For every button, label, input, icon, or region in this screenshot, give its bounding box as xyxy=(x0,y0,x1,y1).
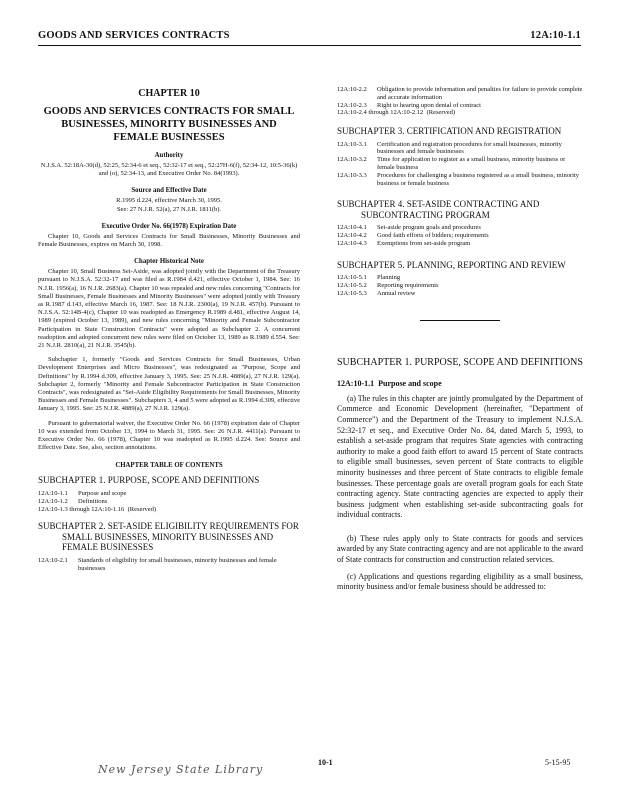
paragraph-a: (a) The rules in this chapter are jointly promulgated by the Department of Commerce and Economic Development (hereinafter, "Department of Commerce") and the Department of the Treasury to implement N.J.S.A. 52:32-17 et seq., and Executive Order No. 84, dated March 5, 1993, to establish a set-aside program that requires State agencies with contracting authority to make a good faith effort to award 15 percent of State contracts to eligible small businesses, seven percent of State contracts to eligible minority businesses and three percent of State contracts to eligible female businesses. These percentage goals are overall program goals for each State contracting agency. State contracting agencies are expected to apply their business judgment when establishing set-aside subcontracting goals for individual contracts. xyxy=(337,393,583,520)
library-stamp: New Jersey State Library xyxy=(98,763,264,776)
subchapter-1-heading: SUBCHAPTER 1. PURPOSE, SCOPE AND DEFINITIONS xyxy=(337,356,583,368)
source-heading: Source and Effective Date xyxy=(131,187,207,195)
section-title: Purpose and scope xyxy=(378,378,442,388)
toc-item: 12A:10-1.2 Definitions xyxy=(38,497,108,505)
section-heading xyxy=(337,379,583,388)
toc-item: 12A:10-2.3 Right to hearing upon denial of contract xyxy=(337,101,481,109)
toc-item: 12A:10-3.2 Time for application to register as a small business, minority business or female business xyxy=(337,156,566,172)
toc-item: 12A:10-5.2 Reporting requirements xyxy=(337,282,439,290)
toc-item: 12A:10-3.3 Procedures for challenging a business registered as a small business, minority business or female business xyxy=(337,171,579,187)
paragraph-b: (b) These rules apply only to State contracts for goods and services awarded by any State contracting agency and are not applicable to the award of State contracts for construction and construction related services. xyxy=(337,533,583,565)
toc-item: 12A:10-1.1 Purpose and scope xyxy=(38,489,127,497)
toc-item: 12A:10-1.3 through 12A:10-1.16 (Reserved) xyxy=(38,505,157,513)
toc-subchapter-3: SUBCHAPTER 3. CERTIFICATION AND REGISTRATION xyxy=(337,126,562,137)
history-paragraph-1: Chapter 10, Small Business Set-Aside, was adopted jointly with the Department of the Treasury pursuant to N.J.S.A. 52:32-17 and was filed as R.1984 d.421, effective October 1, 1984. See: 16 N.J.R. 1956(a), 16 N.J.R. 2683(a). Chapter 10 was repealed and new rules concerning "Contracts for Small Businesses, Female Businesses and Minority Businesses" were adopted jointly with Treasury as R.1987 d.143, effective March 16, 1987. See: 18 N.J.R. 2300(a), 19 N.J.R. 457(b). Pursuant to N.J.S.A. 52:14B-4(c), Chapter 10 was readopted as Emergency R.1989 d.481, effective August 14, 1989 (expired October 13, 1989), and new rules concerning "Minority and Female Subcontractor Participation in State Construction Contracts" were adopted as Subchapter 2. A concurrent readoption and adopted concurrent new rules were filed on October 13, 1989 as R.1989 d.554. See: 21 N.J.R. 2810(a), 21 N.J.R. 3545(b). xyxy=(38,268,300,350)
toc-sub2-continued xyxy=(337,86,583,117)
authority-heading: Authority xyxy=(154,152,184,159)
toc-item: 12A:10-3.1 Certification and registration procedures for small businesses, minority businesses and female businesses xyxy=(337,140,562,156)
toc-item: 12A:10-4.1 Set-aside program goals and procedures xyxy=(337,224,481,232)
toc-item: 12A:10-2.4 through 12A:10-2.12 (Reserved) xyxy=(337,109,456,117)
footer-date: 5-15-95 xyxy=(545,758,571,767)
right-column xyxy=(337,86,583,593)
toc-subchapter-2: SUBCHAPTER 2. SET-ASIDE ELIGIBILITY REQUIREMENTS FOR SMALL BUSINESSES, MINORITY BUSINESSES AND FEMALE BUSINESSES xyxy=(38,521,299,553)
toc-heading: CHAPTER TABLE OF CONTENTS xyxy=(115,462,223,470)
history-paragraph-2: Subchapter 1, formerly "Goods and Services Contracts for Small Businesses, Urban Development Enterprises and Micro Businesses", was redesignated as "Purpose, Scope and Definitions" by R.1994 d.309, effective January 3, 1995. See: 25 N.J.R. 4889(a), 27 N.J.R. 129(a). Subchapter 2, formerly "Minority and Female Subcontractor Participation in State Construction Contracts", was redesignated as "Set-Aside Eligibility Requirements for Small Businesses, Minority Businesses and Female Businesses". Subchapters 3, 4 and 5 were adopted as R.1994 d.309, effective January 3, 1995. See: 25 N.J.R. 4889(a), 27 N.J.R. 129(a). xyxy=(38,356,300,413)
toc-item: 12A:10-4.2 Good faith efforts of bidders; requirements xyxy=(337,232,489,240)
chapter-title: GOODS AND SERVICES CONTRACTS FOR SMALL BUSINESSES, MINORITY BUSINESSES AND FEMALE BUSINESSES xyxy=(43,106,295,143)
header-title: GOODS AND SERVICES CONTRACTS xyxy=(38,30,230,41)
toc-subchapter-1: SUBCHAPTER 1. PURPOSE, SCOPE AND DEFINITIONS xyxy=(38,475,260,486)
section-number: 12A:10-1.1 xyxy=(337,378,375,388)
expiration-text: Chapter 10, Goods and Services Contracts for Small Businesses, Minority Businesses and Female Businesses, expires on March 30, 1998. xyxy=(38,232,300,249)
history-heading: Chapter Historical Note xyxy=(134,258,204,266)
header-section: 12A:10-1.1 xyxy=(530,30,581,41)
source-text: R.1995 d.224, effective March 30, 1995. See: 27 N.J.R. 52(a), 27 N.J.R. 1811(b). xyxy=(116,197,222,213)
toc-item: 12A:10-2.1 Standards of eligibility for small businesses, minority businesses and female businesses xyxy=(38,556,277,572)
left-column xyxy=(38,88,300,572)
toc-subchapter-4: SUBCHAPTER 4. SET-ASIDE CONTRACTING AND SUBCONTRACTING PROGRAM xyxy=(337,199,540,220)
authority-text: N.J.S.A. 52:18A-30(d), 52:25, 52:34-6 et seq., 52:32-17 et seq., 52:27H-6(f), 52:34-12, 10:5-36(k) and (o), 52:34-13, and Executive Order No. 84(1993). xyxy=(40,162,298,178)
header-rule xyxy=(38,45,581,46)
toc-subchapter-5: SUBCHAPTER 5. PLANNING, REPORTING AND REVIEW xyxy=(337,259,566,270)
chapter-number: CHAPTER 10 xyxy=(138,88,200,99)
toc-item: 12A:10-5.3 Annual review xyxy=(337,289,416,297)
expiration-heading: Executive Order No. 66(1978) Expiration Date xyxy=(101,222,237,230)
toc-sub1-list xyxy=(38,490,300,513)
toc-item: 12A:10-5.1 Planning xyxy=(337,274,401,282)
paragraph-c: (c) Applications and questions regarding eligibility as a small business, minority business and/or female business should be addressed to: xyxy=(337,571,583,592)
page-number: 10-1 xyxy=(318,758,333,767)
toc-item: 12A:10-2.2 Obligation to provide information and penalties for failure to provide complete and accurate information xyxy=(337,86,583,101)
toc-item: 12A:10-4.3 Exemptions from set-aside program xyxy=(337,240,471,248)
history-paragraph-3: Pursuant to gubernatorial waiver, the Executive Order No. 66 (1978) expiration date of Chapter 10 was extended from October 13, 1994 to March 31, 1995. See: 26 N.J.R. 4411(a). Pursuant to Executive Order No. 66 (1978), Chapter 10 was readopted as R.1995 d.224. See: Source and Effective Date. See, also, section annotations. xyxy=(38,419,300,452)
